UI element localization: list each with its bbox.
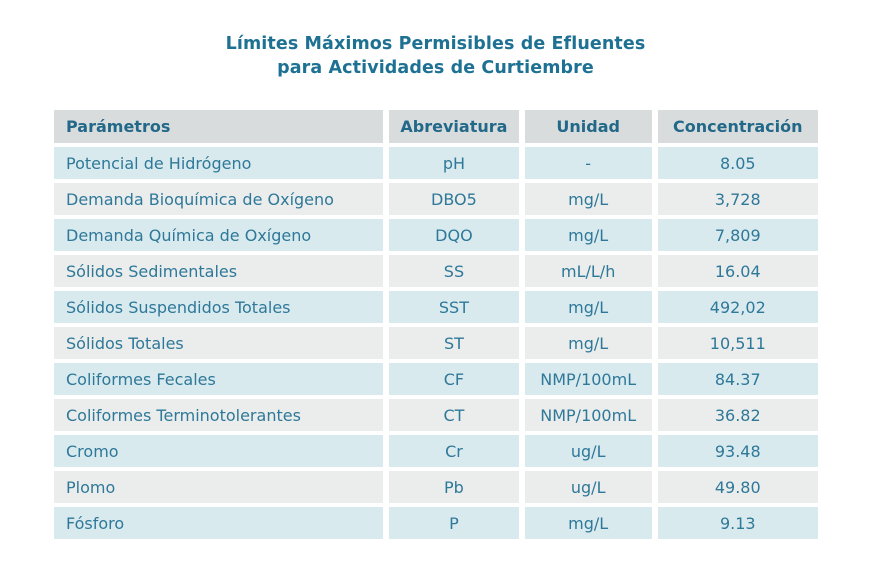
table-row bbox=[54, 183, 818, 215]
cell-concentracion: 36.82 bbox=[658, 399, 818, 431]
page-title-line1: Límites Máximos Permisibles de Efluentes bbox=[225, 34, 646, 54]
table-row bbox=[54, 507, 818, 539]
table-row bbox=[54, 435, 818, 467]
cell-abreviatura: SS bbox=[389, 255, 519, 287]
cell-abreviatura: pH bbox=[389, 147, 519, 179]
cell-unidad: mg/L bbox=[525, 507, 652, 539]
table-row bbox=[54, 399, 818, 431]
cell-concentracion: 7,809 bbox=[658, 219, 818, 251]
page-title bbox=[0, 32, 871, 80]
cell-unidad: mg/L bbox=[525, 183, 652, 215]
cell-abreviatura: ST bbox=[389, 327, 519, 359]
cell-unidad: ug/L bbox=[525, 435, 652, 467]
cell-parametro: Coliformes Fecales bbox=[54, 363, 383, 395]
table-row bbox=[54, 219, 818, 251]
cell-concentracion: 84.37 bbox=[658, 363, 818, 395]
cell-parametro: Sólidos Sedimentales bbox=[54, 255, 383, 287]
limits-table bbox=[48, 106, 824, 543]
cell-concentracion: 49.80 bbox=[658, 471, 818, 503]
table-row bbox=[54, 291, 818, 323]
cell-parametro: Coliformes Terminotolerantes bbox=[54, 399, 383, 431]
table-row bbox=[54, 363, 818, 395]
cell-abreviatura: P bbox=[389, 507, 519, 539]
cell-parametro: Cromo bbox=[54, 435, 383, 467]
cell-parametro: Fósforo bbox=[54, 507, 383, 539]
cell-concentracion: 492,02 bbox=[658, 291, 818, 323]
column-header-unidad: Unidad bbox=[525, 110, 652, 143]
table-row bbox=[54, 471, 818, 503]
cell-abreviatura: CF bbox=[389, 363, 519, 395]
cell-concentracion: 16.04 bbox=[658, 255, 818, 287]
cell-parametro: Plomo bbox=[54, 471, 383, 503]
page-title-line2: para Actividades de Curtiembre bbox=[277, 58, 594, 78]
cell-unidad: - bbox=[525, 147, 652, 179]
cell-unidad: mg/L bbox=[525, 219, 652, 251]
cell-parametro: Potencial de Hidrógeno bbox=[54, 147, 383, 179]
cell-concentracion: 93.48 bbox=[658, 435, 818, 467]
cell-unidad: mg/L bbox=[525, 327, 652, 359]
column-header-parametros: Parámetros bbox=[54, 110, 383, 143]
column-header-abreviatura: Abreviatura bbox=[389, 110, 519, 143]
table-header-row bbox=[54, 110, 818, 143]
cell-abreviatura: Pb bbox=[389, 471, 519, 503]
cell-parametro: Sólidos Totales bbox=[54, 327, 383, 359]
cell-abreviatura: CT bbox=[389, 399, 519, 431]
cell-abreviatura: DQO bbox=[389, 219, 519, 251]
cell-concentracion: 8.05 bbox=[658, 147, 818, 179]
cell-unidad: NMP/100mL bbox=[525, 363, 652, 395]
cell-concentracion: 3,728 bbox=[658, 183, 818, 215]
table-row bbox=[54, 147, 818, 179]
table-row bbox=[54, 327, 818, 359]
cell-abreviatura: Cr bbox=[389, 435, 519, 467]
cell-abreviatura: DBO5 bbox=[389, 183, 519, 215]
cell-unidad: NMP/100mL bbox=[525, 399, 652, 431]
cell-unidad: mg/L bbox=[525, 291, 652, 323]
cell-abreviatura: SST bbox=[389, 291, 519, 323]
cell-unidad: mL/L/h bbox=[525, 255, 652, 287]
column-header-concentracion: Concentración bbox=[658, 110, 818, 143]
cell-unidad: ug/L bbox=[525, 471, 652, 503]
cell-parametro: Demanda Química de Oxígeno bbox=[54, 219, 383, 251]
table-row bbox=[54, 255, 818, 287]
cell-concentracion: 10,511 bbox=[658, 327, 818, 359]
cell-parametro: Sólidos Suspendidos Totales bbox=[54, 291, 383, 323]
cell-concentracion: 9.13 bbox=[658, 507, 818, 539]
cell-parametro: Demanda Bioquímica de Oxígeno bbox=[54, 183, 383, 215]
